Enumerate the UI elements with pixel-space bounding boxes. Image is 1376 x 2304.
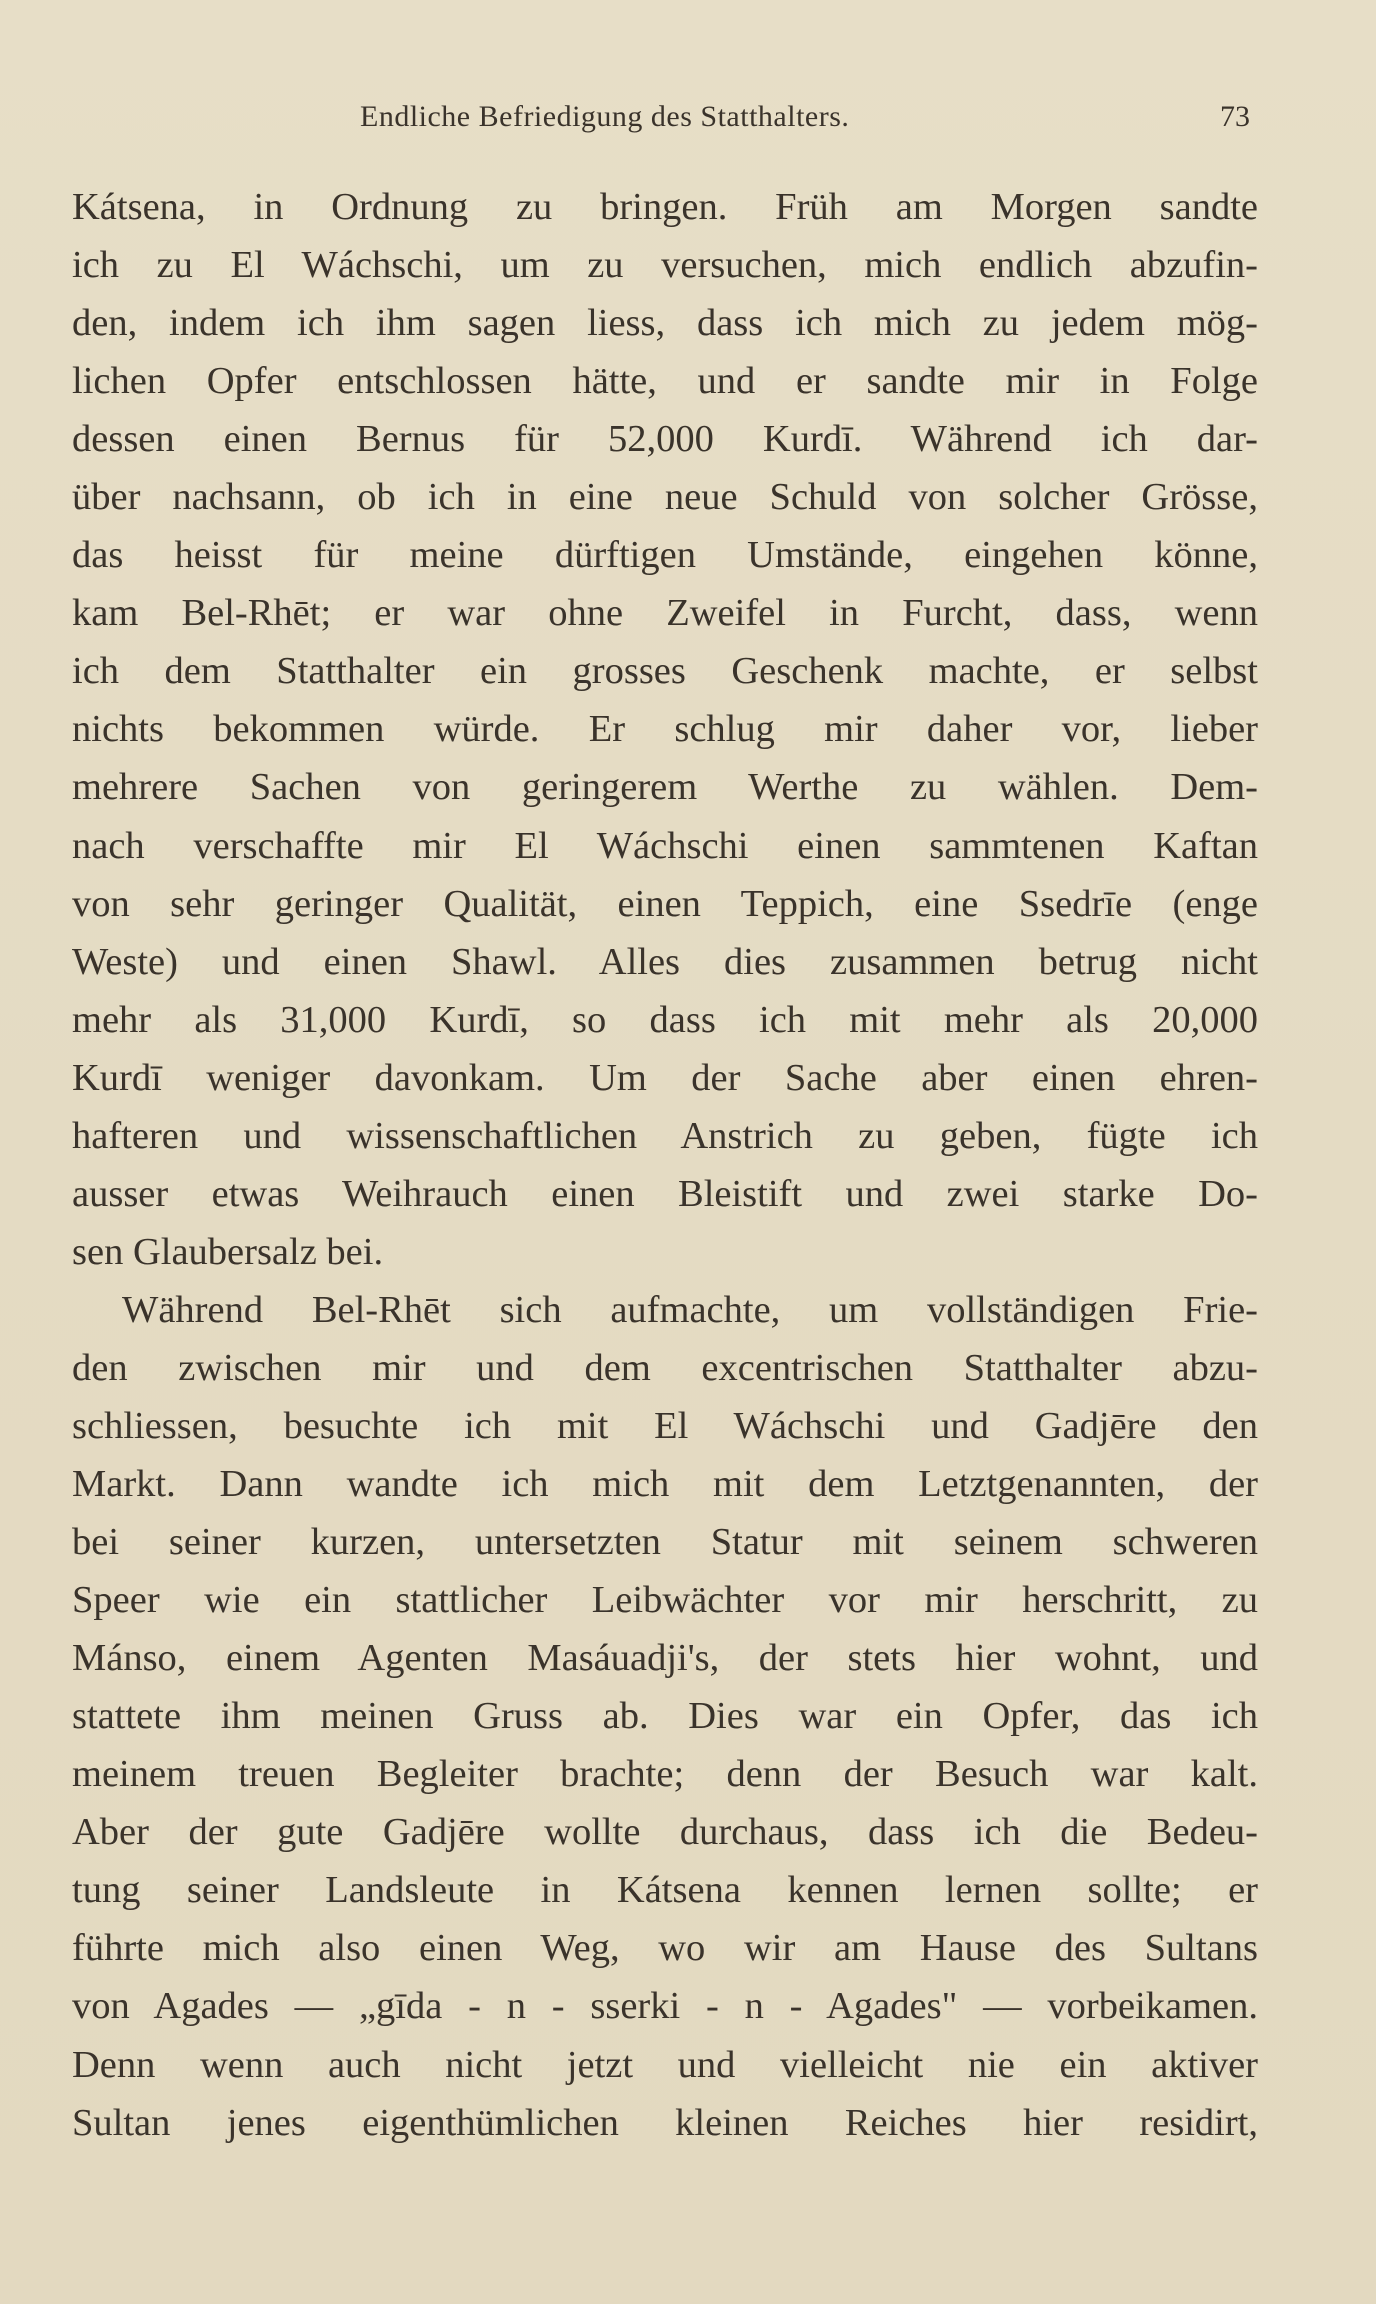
text-line: hafteren und wissenschaftlichen Anstrich zu geben, fügte ich (72, 1114, 1258, 1157)
text-line: tung seiner Landsleute in Kátsena kennen lernen sollte; er (72, 1869, 1258, 1912)
text-line: kam Bel-Rhēt; er war ohne Zweifel in Furcht, dass, wenn (72, 592, 1258, 635)
running-title: Endliche Befriedigung des Statthalters. (360, 100, 850, 133)
text-line: ich dem Statthalter ein grosses Geschenk machte, er selbst (72, 650, 1258, 693)
text-line: ausser etwas Weihrauch einen Bleistift und zwei starke Do- (72, 1172, 1258, 1215)
text-line: führte mich also einen Weg, wo wir am Hause des Sultans (72, 1927, 1258, 1970)
text-line: den, indem ich ihm sagen liess, dass ich mich zu jedem mög- (72, 302, 1258, 345)
page-number: 73 (1220, 100, 1250, 133)
text-line: Mánso, einem Agenten Masáuadji's, der stets hier wohnt, und (72, 1637, 1258, 1680)
text-line: lichen Opfer entschlossen hätte, und er sandte mir in Folge (72, 360, 1258, 403)
text-line: bei seiner kurzen, untersetzten Statur mit seinem schweren (72, 1521, 1258, 1564)
text-line: meinem treuen Begleiter brachte; denn der Besuch war kalt. (72, 1753, 1258, 1796)
text-line: den zwischen mir und dem excentrischen Statthalter abzu- (72, 1346, 1258, 1389)
text-line: dessen einen Bernus für 52,000 Kurdī. Während ich dar- (72, 418, 1258, 461)
text-line: nichts bekommen würde. Er schlug mir daher vor, lieber (72, 708, 1258, 751)
text-line: Kátsena, in Ordnung zu bringen. Früh am Morgen sandte (72, 186, 1258, 228)
text-line: schliessen, besuchte ich mit El Wáchschi und Gadjēre den (72, 1404, 1258, 1447)
text-line: über nachsann, ob ich in eine neue Schuld von solcher Grösse, (72, 476, 1258, 519)
text-line: Speer wie ein stattlicher Leibwächter vor mir herschritt, zu (72, 1579, 1258, 1622)
text-line: stattete ihm meinen Gruss ab. Dies war ein Opfer, das ich (72, 1695, 1258, 1738)
body-text (72, 178, 1258, 2152)
running-header (0, 100, 1376, 150)
text-line: Weste) und einen Shawl. Alles dies zusammen betrug nicht (72, 940, 1258, 983)
text-line: Markt. Dann wandte ich mich mit dem Letztgenannten, der (72, 1463, 1258, 1506)
text-line: Sultan jenes eigenthümlichen kleinen Reiches hier residirt, (72, 2101, 1258, 2144)
text-line: ich zu El Wáchschi, um zu versuchen, mich endlich abzufin- (72, 244, 1258, 287)
text-line: Kurdī weniger davonkam. Um der Sache aber einen ehren- (72, 1056, 1258, 1099)
text-line: nach verschaffte mir El Wáchschi einen sammtenen Kaftan (72, 824, 1258, 867)
text-line: mehrere Sachen von geringerem Werthe zu wählen. Dem- (72, 766, 1258, 809)
paragraph-end-line: sen Glaubersalz bei. (72, 1230, 384, 1273)
text-line: von Agades — „gīda - n - sserki - n - Agades" — vorbeikamen. (72, 1985, 1258, 2028)
text-line: mehr als 31,000 Kurdī, so dass ich mit mehr als 20,000 (72, 998, 1258, 1041)
text-line: das heisst für meine dürftigen Umstände, eingehen könne, (72, 534, 1258, 577)
paragraph-start-line: Während Bel-Rhēt sich aufmachte, um vollständigen Frie- (122, 1288, 1258, 1331)
text-line: Aber der gute Gadjēre wollte durchaus, dass ich die Bedeu- (72, 1811, 1258, 1854)
text-line: Denn wenn auch nicht jetzt und vielleicht nie ein aktiver (72, 2043, 1258, 2086)
text-line: von sehr geringer Qualität, einen Teppich, eine Ssedrīe (enge (72, 882, 1258, 925)
